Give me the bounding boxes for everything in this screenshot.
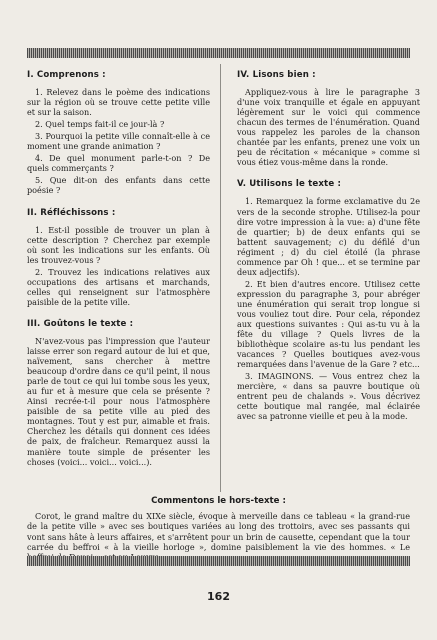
question-item: 3. Pourquoi la petite ville connaît-elle à ce moment une grande animation ? [27,131,210,152]
exercise-item: 3. IMAGINONS. — Vous entrez chez la mercière, « dans sa pauvre boutique où entrent peu de chalands ». Vous décrivez cette boutique mal rangée, mal éclairée avec sa patronne vieille et peu à la mode. [237,371,420,422]
question-item: 2. Trouvez les indications relatives aux occupations des artisans et marchands, celles qui renseignent sur l'atmosphère paisible de la petite ville. [27,266,210,307]
question-item: 4. De quel monument parle-t-on ? De quels commerçants ? [27,153,210,174]
hors-texte-section [27,496,410,564]
question-item: 1. Est-il possible de trouver un plan à cette description ? Cherchez par exemple où sont les indications sur les enfants. Où les trouvez-vous ? [27,224,210,265]
section-title-goutons: III. Goûtons le texte : [27,318,134,329]
question-item: 5. Que dit-on des enfants dans cette poésie ? [27,175,210,196]
left-column [27,66,210,469]
hors-texte-title: Commentons le hors-texte : [151,496,286,506]
section-title-lisons: IV. Lisons bien : [237,70,316,80]
section-title-utilisons: V. Utilisons le texte : [237,179,342,190]
right-column [237,66,420,424]
hors-texte-paragraph: Corot, le grand maître du XIXe siècle, évoque à merveille dans ce tableau « la grand-rue de la petite ville » avec ses boutiques variées au long des trottoirs, avec ses passants qui vont sans hâte à leurs affaires, et s'arrêtent pour un brin de causette, cependant que la tour carrée du beffroi « à la vieille horloge », domine paisiblement la vie des hommes. « Le [27,511,410,552]
section-title-reflechissons: II. Réfléchissons : [27,207,116,218]
section-paragraph: N'avez-vous pas l'impression que l'auteur laisse errer son regard autour de lui et que, naïvement, sans chercher à mettre beaucoup d'ordre dans ce qu'il peint, il nous parle de tout ce qui lui tombe sous les yeux, au fur et à mesure que cela se présente ? Ainsi recrée-t-il pour nous l'atmosphère paisible de sa petite ville au pied des montagnes. Tout y est pur, aimable et frais. Cherchez les détails qui donnent ces idées de paix, de fraîcheur. Remarquez aussi la manière toute simple de présenter les choses (voici... voici... voici...). [27,335,210,467]
question-item: 1. Relevez dans le poème des indications sur la région où se trouve cette petite ville et sur la saison. [27,87,210,118]
section-title-comprenons: I. Comprenons : [27,70,106,80]
page-number: 162 [207,590,230,603]
question-item: 2. Quel temps fait-il ce jour-là ? [35,119,165,130]
bottom-hatched-rule [27,556,410,566]
section-paragraph: Appliquez-vous à lire le paragraphe 3 d'une voix tranquille et égale en appuyant légèrement sur le voici qui commence chacun des termes de l'énumération. Quand vous rappelez les paroles de la chanson chantée par les enfants, prenez une voix un peu de récitation « mécanique » comme si vous étiez vous-même dans la ronde. [237,87,420,168]
exercise-item: 1. Remarquez la forme exclamative du 2e vers de la seconde strophe. Utilisez-la pour dire votre impression à la vue: a) d'une fête de quartier; b) de deux enfants qui se battent sauvagement; c) du défilé d'un régiment ; d) du ciel étoilé (la phrase commence par Oh ! que... et se termine par deux adjectifs). [237,196,420,277]
column-divider [220,64,221,492]
exercise-item: 2. Et bien d'autres encore. Utilisez cette expression du paragraphe 3, pour abréger une énumération qui serait trop longue si vous vouliez tout dire. Pour cela, répondez aux questions suivantes : Qui as-tu vu à la fête du village ? Quels livres de la bibliothèque scolaire as-tu lus pendant les vacances ? Quelles boutiques avez-vous remarquées dans l'avenue de la Gare ? etc... [237,278,420,370]
top-hatched-rule [27,48,410,58]
